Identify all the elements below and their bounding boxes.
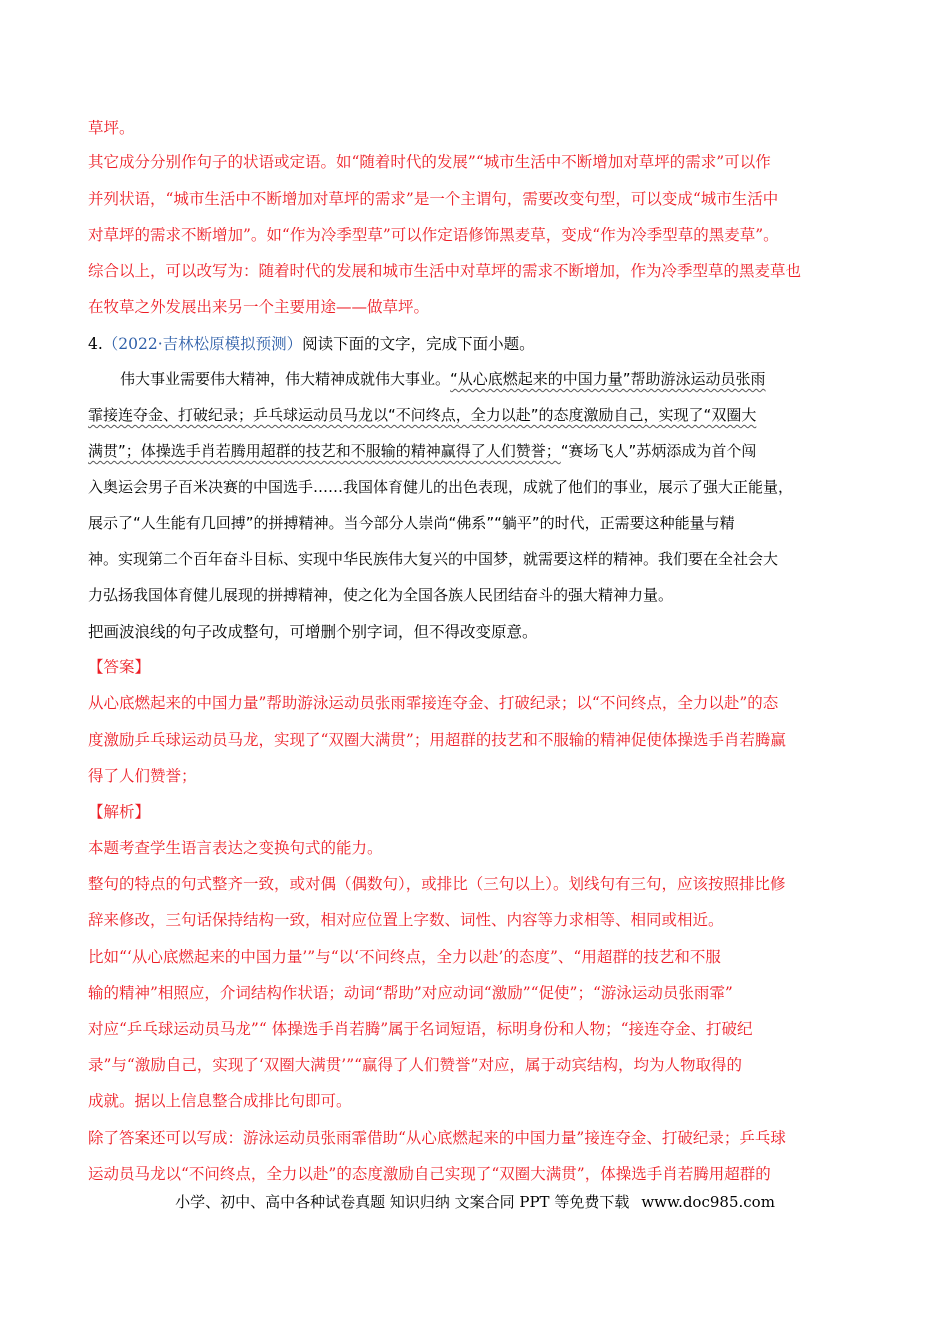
footer-link[interactable]: www.doc985.com (641, 1193, 775, 1211)
analysis-label: 【解析】 (88, 803, 151, 821)
answer-line: 得了人们赞誉； (88, 767, 197, 785)
analysis-line: 除了答案还可以写成：游泳运动员张雨霏借助“从心底燃起来的中国力量”接连夺金、打破纪录；乒乓球 (88, 1129, 786, 1147)
text-line: 对草坪的需求不断增加”。如“作为冷季型草”可以作定语修饰黑麦草，变成“作为冷季型草的黑麦草”。 (88, 226, 779, 244)
analysis-line: 录”与“激励自己，实现了‘双圈大满贯’”“赢得了人们赞誉”对应，属于动宾结构，均为人物取得的 (88, 1056, 742, 1074)
passage-line: 神。实现第二个百年奋斗目标、实现中华民族伟大复兴的中国梦，就需要这样的精神。我们要在全社会大 (88, 550, 779, 568)
task-instruction: 把画波浪线的句子改成整句，可增删个别字词，但不得改变原意。 (88, 623, 538, 641)
analysis-line: 比如“‘从心底燃起来的中国力量’”与“以‘不问终点，全力以赴’的态度”、“用超群的技艺和不服 (88, 948, 721, 966)
answer-line: 度激励乒乓球运动员马龙，实现了“双圈大满贯”；用超群的技艺和不服输的精神促使体操选手肖若腾赢 (88, 731, 786, 749)
text-line: 并列状语，“城市生活中不断增加对草坪的需求”是一个主谓句，需要改变句型，可以变成“城市生活中 (88, 190, 779, 208)
question-number: 4. (88, 335, 103, 353)
analysis-line: 成就。据以上信息整合成排比句即可。 (88, 1092, 352, 1110)
passage-line (88, 440, 756, 462)
passage-line: 入奥运会男子百米决赛的中国选手……我国体育健儿的出色表现，成就了他们的事业，展示了强大正能量， (88, 478, 794, 496)
passage-line (120, 368, 766, 390)
passage-line: 力弘扬我国体育健儿展现的拼搏精神，使之化为全国各族人民团结奋斗的强大精神力量。 (88, 586, 674, 604)
text-line: 在牧草之外发展出来另一个主要用途——做草坪。 (88, 298, 430, 316)
question-intro: 阅读下面的文字，完成下面小题。 (302, 335, 535, 353)
analysis-line: 辞来修改，三句话保持结构一致，相对应位置上字数、词性、内容等力求相等、相同或相近。 (88, 911, 724, 929)
passage-line (88, 404, 756, 426)
question-source: （2022·吉林松原模拟预测） (102, 335, 303, 353)
analysis-line: 运动员马龙以“不问终点，全力以赴”的态度激励自己实现了“双圈大满贯”，体操选手肖若腾用超群的 (88, 1165, 771, 1183)
page-footer (0, 1192, 950, 1212)
analysis-line: 输的精神”相照应，介词结构作状语；动词“帮助”对应动词“激励”“促使”；“游泳运动员张雨霏” (88, 984, 733, 1002)
wavy-underlined-text: “从心底燃起来的中国力量”帮助游泳运动员张雨 (450, 370, 766, 388)
answer-line: 从心底燃起来的中国力量”帮助游泳运动员张雨霏接连夺金、打破纪录；以“不问终点，全力以赴”的态 (88, 694, 779, 712)
text-line: 其它成分分别作句子的状语或定语。如“随着时代的发展”“城市生活中不断增加对草坪的需求”可以作 (88, 153, 771, 171)
question-header (88, 333, 535, 355)
passage-plain: 伟大事业需要伟大精神，伟大精神成就伟大事业。 (120, 370, 451, 388)
footer-text: 小学、初中、高中各种试卷真题 知识归纳 文案合同 PPT 等免费下载 (175, 1193, 630, 1211)
analysis-line: 整句的特点的句式整齐一致，或对偶（偶数句），或排比（三句以上）。划线句有三句，应该按照排比修 (88, 875, 786, 893)
analysis-line: 对应“乒乓球运动员马龙”“ 体操选手肖若腾”属于名词短语，标明身份和人物；“接连夺金、打破纪 (88, 1020, 753, 1038)
wavy-underlined-text: 满贯”；体操选手肖若腾用超群的技艺和不服输的精神赢得了人们赞誉； (88, 442, 561, 460)
analysis-line: 本题考查学生语言表达之变换句式的能力。 (88, 839, 383, 857)
passage-line: 展示了“人生能有几回搏”的拼搏精神。当今部分人崇尚“佛系”“躺平”的时代，正需要这种能量与精 (88, 514, 735, 532)
wavy-underlined-text: 霏接连夺金、打破纪录；乒乓球运动员马龙以“不问终点，全力以赴”的态度激励自己，实现了“双圈大 (88, 406, 757, 424)
passage-plain: “赛场飞人”苏炳添成为首个闯 (560, 442, 757, 460)
text-line: 综合以上，可以改写为：随着时代的发展和城市生活中对草坪的需求不断增加，作为冷季型草的黑麦草也 (88, 262, 802, 280)
text-line: 草坪。 (88, 119, 135, 137)
answer-label: 【答案】 (88, 658, 151, 676)
